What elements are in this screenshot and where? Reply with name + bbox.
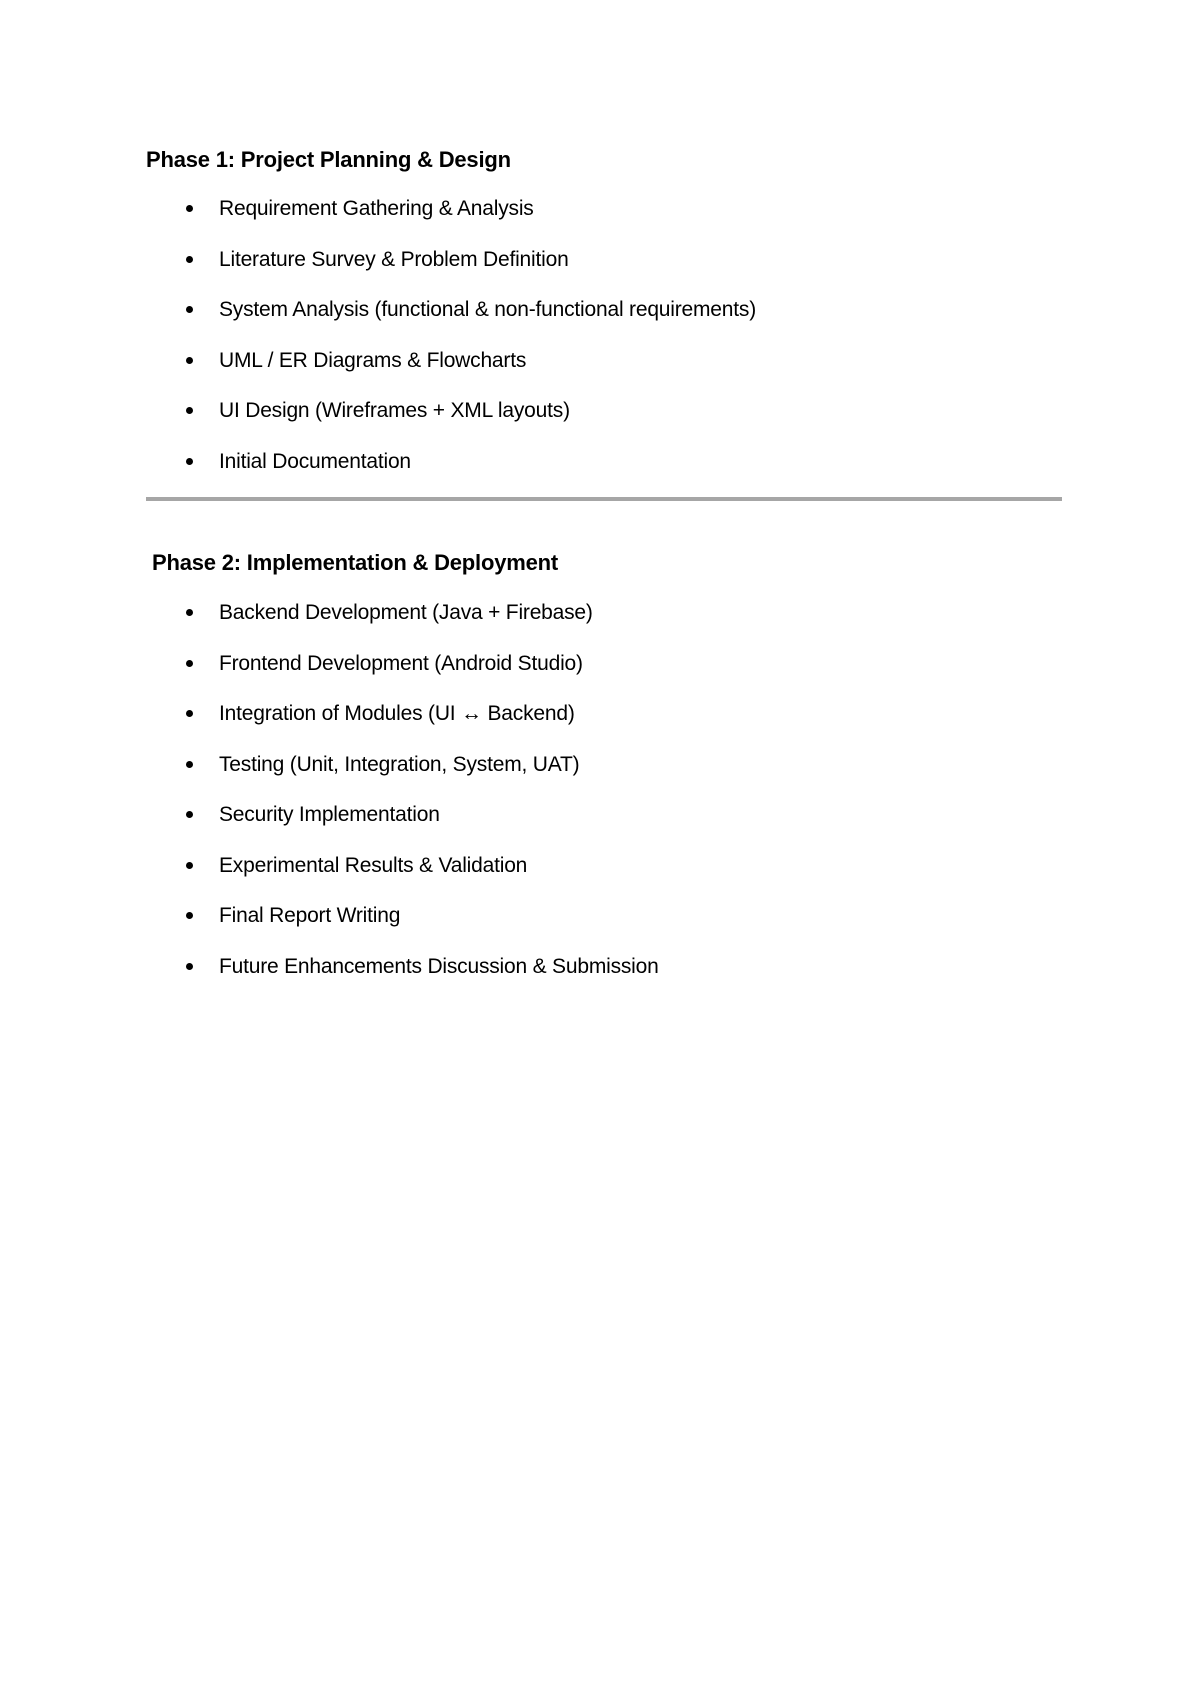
list-item	[0, 297, 1100, 348]
bullet-icon	[186, 660, 193, 667]
list-item	[0, 853, 1100, 904]
list-item	[0, 348, 1100, 399]
list-item-text: Testing (Unit, Integration, System, UAT)	[219, 752, 580, 776]
bullet-icon	[186, 912, 193, 919]
list-item	[0, 752, 1100, 803]
phase1-task-list	[0, 196, 1100, 499]
bullet-icon	[186, 458, 193, 465]
bullet-icon	[186, 357, 193, 364]
list-item-text: Experimental Results & Validation	[219, 853, 528, 877]
list-item-text: Final Report Writing	[219, 904, 401, 927]
list-item-text: Requirement Gathering & Analysis	[219, 197, 534, 220]
phase1-heading: Phase 1: Project Planning & Design	[146, 147, 511, 172]
list-item-text: Frontend Development (Android Studio)	[219, 651, 583, 675]
bullet-icon	[186, 407, 193, 414]
bullet-icon	[186, 306, 193, 313]
list-item	[0, 398, 1100, 449]
list-item-text: Integration of Modules (UI ↔ Backend)	[219, 702, 575, 725]
list-item-text: Literature Survey & Problem Definition	[219, 247, 569, 271]
list-item	[0, 600, 1100, 651]
list-item-text: UML / ER Diagrams & Flowcharts	[219, 348, 527, 372]
list-item-text: UI Design (Wireframes + XML layouts)	[219, 399, 570, 422]
list-item	[0, 651, 1100, 702]
bullet-icon	[186, 862, 193, 869]
bullet-icon	[186, 761, 193, 768]
list-item	[0, 196, 1100, 247]
list-item	[0, 802, 1100, 853]
list-item	[0, 701, 1100, 752]
bullet-icon	[186, 963, 193, 970]
list-item	[0, 954, 1100, 1005]
bullet-icon	[186, 710, 193, 717]
phase2-task-list	[0, 600, 1100, 1004]
list-item-text: System Analysis (functional & non-functional requirements)	[219, 298, 756, 321]
bullet-icon	[186, 256, 193, 263]
bullet-icon	[186, 609, 193, 616]
section-divider	[146, 497, 1062, 501]
list-item-text: Initial Documentation	[219, 449, 411, 473]
list-item-text: Security Implementation	[219, 803, 440, 826]
bullet-icon	[186, 811, 193, 818]
list-item-text: Future Enhancements Discussion & Submission	[219, 954, 659, 978]
bullet-icon	[186, 205, 193, 212]
list-item-text: Backend Development (Java + Firebase)	[219, 601, 593, 624]
phase2-heading: Phase 2: Implementation & Deployment	[152, 550, 558, 575]
list-item	[0, 903, 1100, 954]
list-item	[0, 247, 1100, 298]
list-item	[0, 449, 1100, 500]
